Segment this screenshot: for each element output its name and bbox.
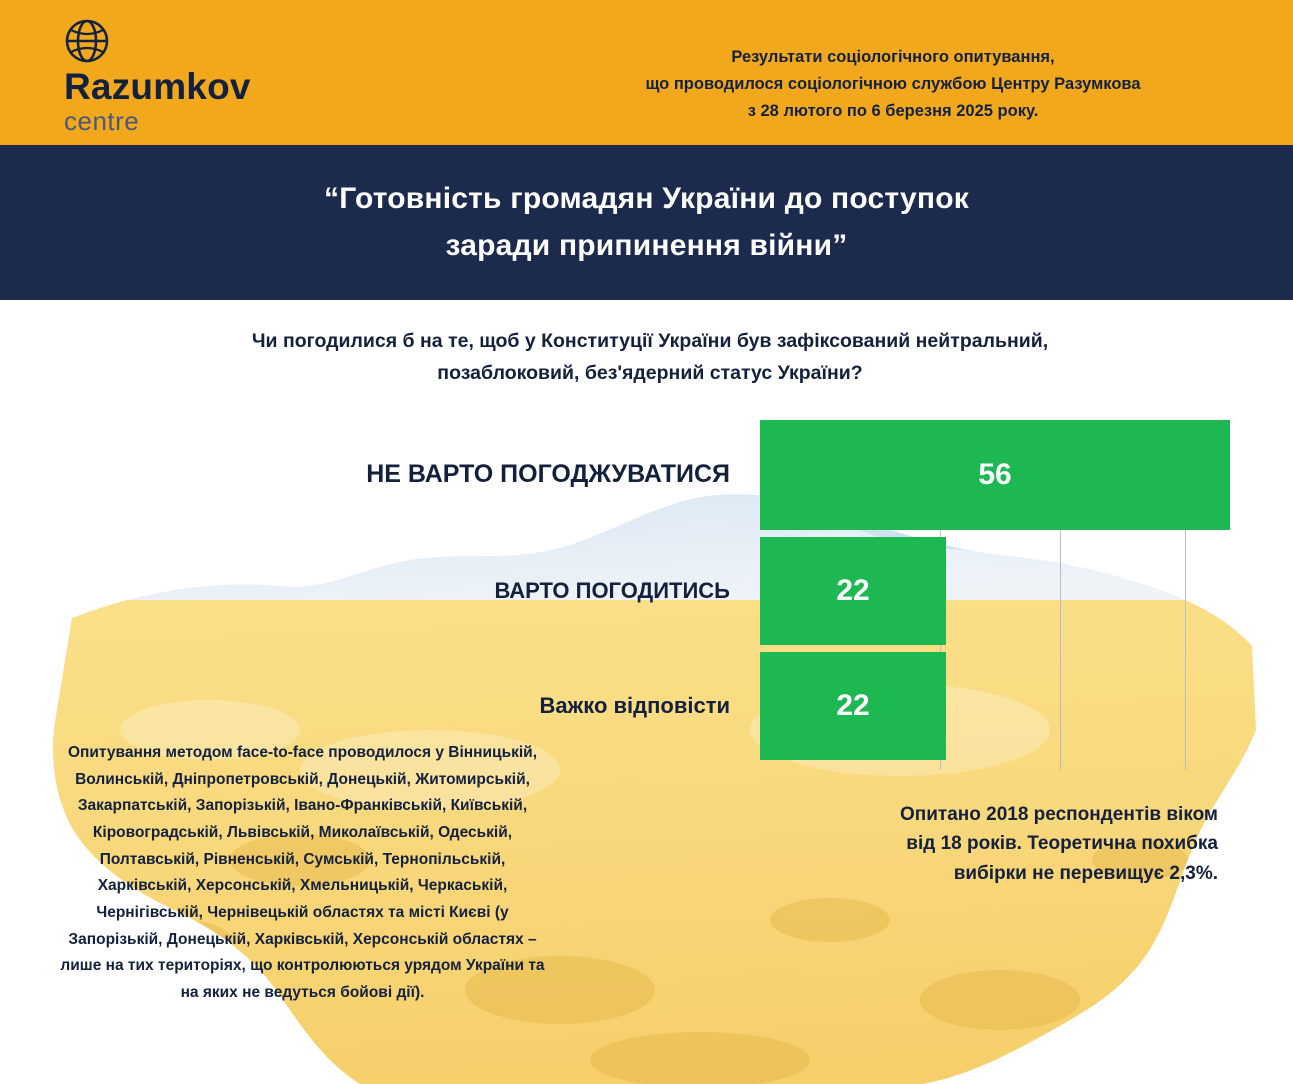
title-band bbox=[0, 145, 1293, 300]
page-title-line-2: заради припинення війни” bbox=[445, 228, 848, 262]
bar-label: Важко відповісти bbox=[539, 693, 730, 719]
bar-row bbox=[120, 537, 1240, 645]
bar-value-text: 22 bbox=[836, 689, 870, 722]
brand-subtitle: centre bbox=[64, 105, 140, 136]
question-line-2: позаблоковий, без'ядерний статус України? bbox=[437, 362, 863, 385]
question-text bbox=[120, 325, 1180, 389]
sample-note: Опитано 2018 респондентів віком від 18 років. Теоретична похибка вибірки не перевищує 2,3%. bbox=[899, 804, 1218, 884]
bar-value-text: 56 bbox=[978, 458, 1012, 491]
survey-note-line-2: що проводилося соціологічною службою Центру Разумкова bbox=[645, 75, 1141, 94]
survey-note bbox=[573, 44, 1213, 126]
bar-label: ВАРТО ПОГОДИТИСЬ bbox=[494, 578, 730, 604]
bar-value bbox=[760, 652, 946, 760]
bar-value-text: 22 bbox=[836, 574, 870, 607]
survey-note-line-1: Результати соціологічного опитування, bbox=[731, 48, 1055, 66]
bar-value bbox=[760, 537, 946, 645]
bar-value bbox=[760, 420, 1230, 530]
brand-logo bbox=[64, 18, 251, 135]
methodology-note: Опитування методом face-to-face проводилося у Вінницькій, Волинській, Дніпропетровській, Донецькій, Житомирській, Закарпатській, Запорізькій, Івано-Франківській, Київській, Кіровоградській, Львівській, Миколаївській, Одеській, Полтавській, Рівненській, Сумській, Тернопільській, Харківській, Херсонській, Хмельницькій, Черкаській, Чернігівській, Чернівецькій областях та місті Києві (у Запорізькій, Донецькій, Харківській, Херсонській областях – лише на тих територіях, що контролюються урядом України та на яких не ведуться бойові дії). bbox=[60, 744, 545, 1001]
header-band bbox=[0, 0, 1293, 145]
globe-icon bbox=[64, 18, 110, 64]
bar-chart bbox=[120, 420, 1240, 770]
question-line-1: Чи погодилися б на те, щоб у Конституції України був зафіксований нейтральний, bbox=[251, 330, 1049, 352]
page-title-line-1: “Готовність громадян України до поступок bbox=[324, 182, 969, 215]
brand-name: Razumkov bbox=[64, 66, 251, 107]
survey-note-line-3: з 28 лютого по 6 березня 2025 року. bbox=[747, 102, 1039, 121]
bar-row bbox=[120, 420, 1240, 530]
bar-label: НЕ ВАРТО ПОГОДЖУВАТИСЯ bbox=[366, 460, 730, 489]
